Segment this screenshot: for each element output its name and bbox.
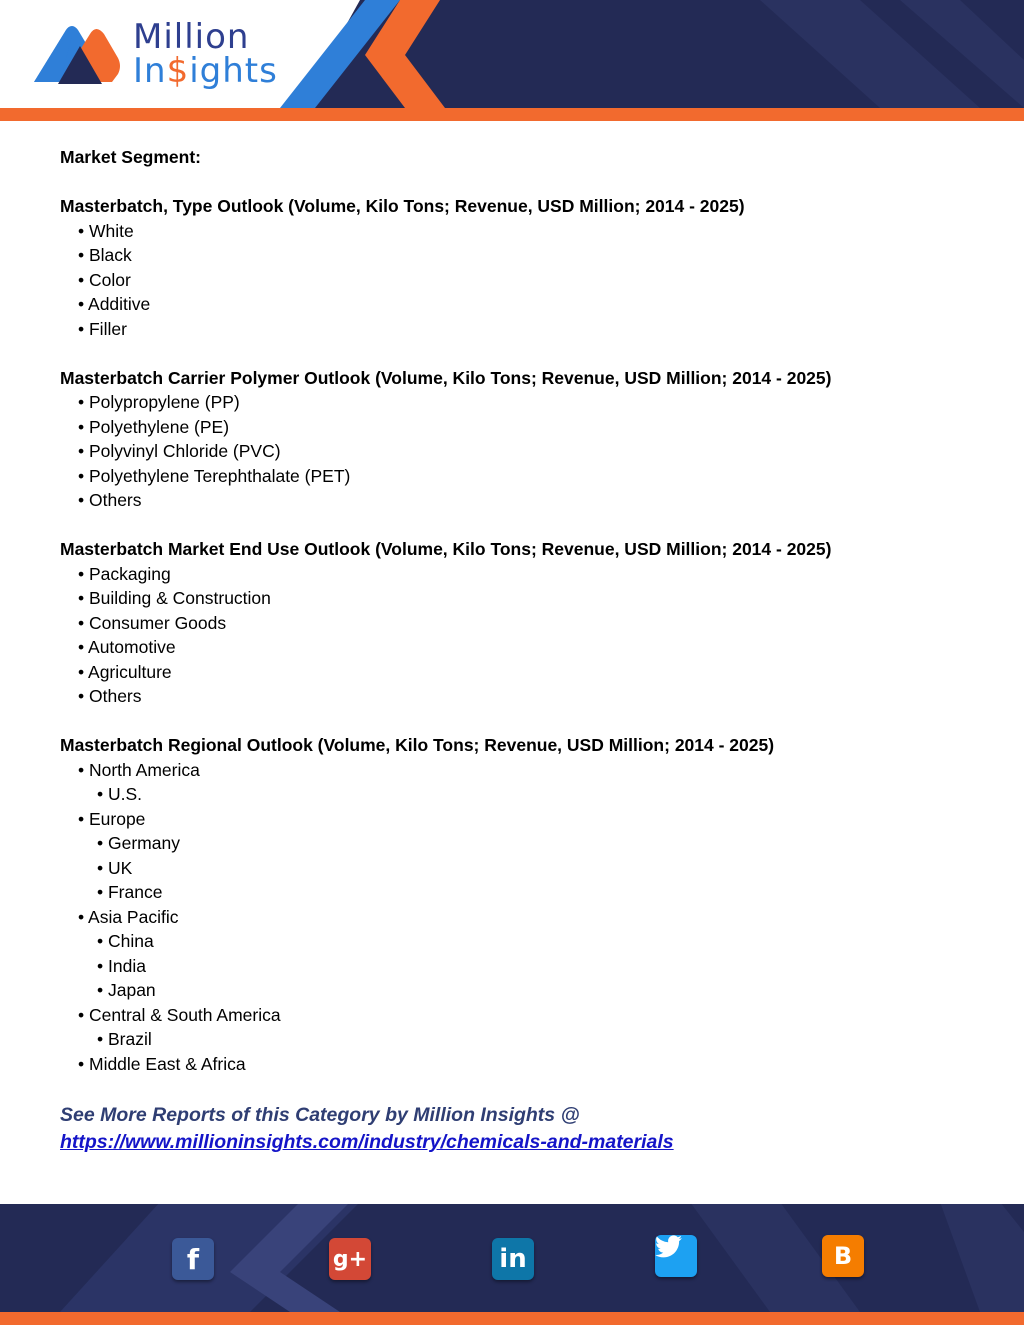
list-item: • Polyethylene (PE) — [78, 416, 230, 437]
list-item: • Polyethylene Terephthalate (PET) — [78, 465, 351, 486]
list-item: • Color — [78, 269, 131, 290]
blogger-icon[interactable]: B — [822, 1235, 864, 1277]
list-item: • Agriculture — [78, 661, 172, 682]
sub-list-item: • India — [97, 955, 146, 976]
list-item: • Automotive — [78, 637, 176, 657]
list-item: • Polyvinyl Chloride (PVC) — [78, 441, 281, 461]
segment-title: Market Segment: — [60, 147, 202, 167]
section-regional — [60, 733, 990, 1076]
list-item: • Polypropylene (PP) — [78, 392, 240, 412]
category-link[interactable]: https://www.millioninsights.com/industry/chemicals-and-materials — [60, 1131, 674, 1153]
sub-list-item: • France — [97, 882, 163, 902]
list-item: • Middle East & Africa — [78, 1053, 246, 1074]
list-item: • Others — [78, 686, 142, 706]
section-carrier-polymer — [60, 366, 990, 513]
section-type — [60, 194, 990, 341]
brand-line2 — [133, 51, 278, 91]
list-item: • White — [78, 220, 134, 241]
header-banner — [0, 0, 1024, 121]
sub-list-item: • Germany — [97, 833, 180, 853]
list-item: • North America — [78, 759, 200, 780]
list-item: • Black — [78, 245, 132, 265]
list-item: • Asia Pacific — [78, 906, 179, 927]
list-item: • Others — [78, 490, 142, 510]
brand-line2-end: ights — [189, 51, 278, 91]
twitter-icon[interactable] — [655, 1235, 697, 1277]
footer-banner — [0, 1202, 1024, 1325]
document-body — [60, 145, 990, 1076]
see-more-text: See More Reports of this Category by Million Insights @ — [60, 1104, 580, 1126]
list-item: • Filler — [78, 318, 127, 339]
facebook-icon[interactable]: f — [172, 1238, 214, 1280]
sub-list-item: • Japan — [97, 980, 156, 1000]
see-more-block — [60, 1102, 674, 1156]
section-title: Masterbatch, Type Outlook (Volume, Kilo Tons; Revenue, USD Million; 2014 - 2025) — [60, 196, 745, 216]
brand-dollar: $ — [166, 51, 190, 91]
list-item: • Building & Construction — [78, 588, 271, 608]
sub-list-item: • Brazil — [97, 1029, 152, 1049]
section-title: Masterbatch Regional Outlook (Volume, Kilo Tons; Revenue, USD Million; 2014 - 2025) — [60, 735, 775, 755]
sub-list-item: • China — [97, 931, 154, 951]
linkedin-icon[interactable]: in — [492, 1238, 534, 1280]
list-item: • Consumer Goods — [78, 612, 227, 633]
sub-list-item: • UK — [97, 857, 133, 878]
section-title: Masterbatch Market End Use Outlook (Volume, Kilo Tons; Revenue, USD Million; 2014 - 2025) — [60, 539, 832, 559]
list-item: • Central & South America — [78, 1004, 281, 1025]
twitter-bird-icon — [655, 1235, 683, 1259]
sub-list-item: • U.S. — [97, 784, 143, 804]
list-item: • Additive — [78, 294, 151, 314]
google-plus-icon[interactable]: g+ — [329, 1238, 371, 1280]
list-item: • Packaging — [78, 563, 171, 584]
list-item: • Europe — [78, 808, 146, 829]
section-end-use — [60, 537, 990, 709]
brand-line1: Million — [133, 17, 250, 57]
section-title: Masterbatch Carrier Polymer Outlook (Volume, Kilo Tons; Revenue, USD Million; 2014 - 2025) — [60, 367, 832, 388]
brand-line2-start: In — [133, 51, 167, 91]
brand-logo-text — [133, 17, 278, 91]
